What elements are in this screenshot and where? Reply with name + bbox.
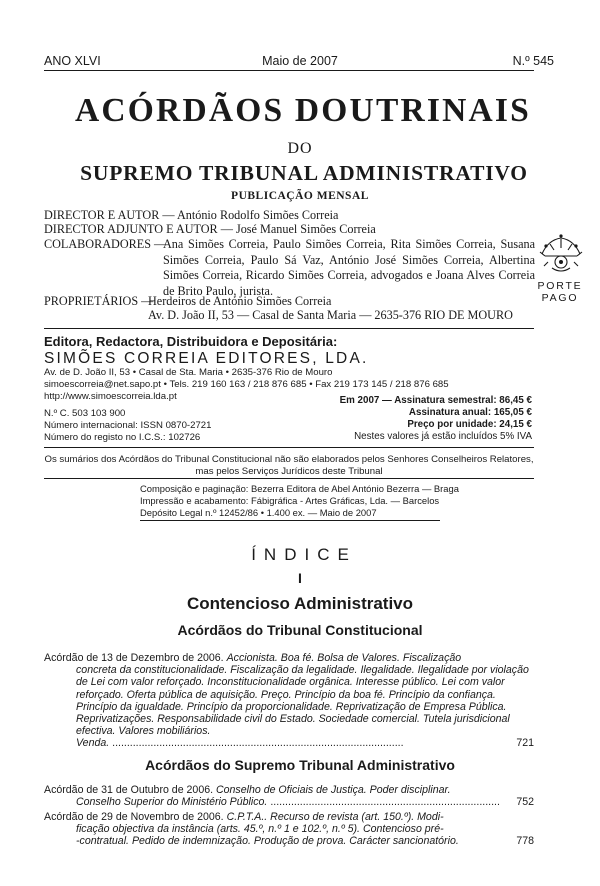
entry-keywords-cont: concreta da constitucionalidade. Fiscalização da legalidade. Ilegalidade. Ilegalidade por violação de Lei com valor reforçado. Inconstitucionalidade orgânica. Interesse público. Lei com valor reforçado. Oferta pública de aquisição. Preço. Princípio da boa fé. Princípio da confiança. Princípio da igualdade. Princípio da proporcionalidade. Reprivatização de Empresa Pública. Reprivatizações. Responsabilidade civil do Estado. Sociedade comercial. Tutela jurisdicional efectiva. Valores mobiliários. [76,664,529,738]
index-entry[interactable] [44,652,534,750]
index-entry[interactable] [44,784,534,808]
vat-note: Nestes valores já estão incluídos 5% IVA [354,431,532,442]
entry-keywords-end: -contratual. Pedido de indemnização. Produção de prova. Carácter sancionatório. [76,835,459,848]
director-line: DIRECTOR E AUTOR — António Rodolfo Simões Correia [44,208,339,222]
section-rule [44,478,534,479]
price-annual: Assinatura anual: 165,05 € [408,407,532,418]
printing-credit: Impressão e acabamento: Fábigráfica - Artes Gráficas, Lda. — Barcelos [140,495,440,506]
production-rule [140,520,440,521]
postage-label-line1: PORTE [537,280,583,292]
issue-date: Maio de 2007 [262,54,338,68]
index-heading: ÍNDICE [251,545,357,564]
entry-keywords: Conselho de Oficiais de Justiça. Poder disciplinar. [216,784,451,796]
publisher-name: SIMÕES CORREIA EDITORES, LDA. [44,350,369,367]
journal-subtitle: SUPREMO TRIBUNAL ADMINISTRATIVO [80,161,528,185]
publisher-contact: simoescorreia@net.sapo.pt • Tels. 219 160 163 / 218 876 685 • Fax 219 173 145 / 218 876 685 [44,379,449,390]
section-title-constitutional: Acórdãos do Tribunal Constitucional [177,622,423,638]
contributors-label: COLABORADORES — [44,237,167,251]
index-part: I [298,570,302,586]
tax-number: N.º C. 503 103 900 [44,408,126,419]
index-entry[interactable] [44,811,534,848]
section-title-administrative: Acórdãos do Supremo Tribunal Administrativo [145,757,455,773]
entry-keywords-end: Venda. [76,737,110,750]
publisher-website[interactable]: http://www.simoescorreia.lda.pt [44,391,177,402]
section-rule [44,328,534,329]
title-connector: DO [287,140,313,157]
section-rule [44,447,534,448]
issn-number: Número internacional: ISSN 0870-2721 [44,420,212,431]
entry-keywords-end: Conselho Superior do Ministério Público. [76,796,268,809]
owners-name: Herdeiros de António Simões Correia [148,294,332,308]
deputy-director-line: DIRECTOR ADJUNTO E AUTOR — José Manuel Simões Correia [44,222,376,236]
owners-address: Av. D. João II, 53 — Casal de Santa Maria — 2635-376 RIO DE MOURO [148,308,513,322]
entry-keywords: Accionista. Boa fé. Bolsa de Valores. Fiscalização [226,652,462,664]
ics-registration: Número do registo no I.C.S.: 102726 [44,432,201,443]
entry-page: 752 [516,796,534,809]
owners-label: PROPRIETÁRIOS — [44,294,154,308]
contributors-list: Ana Simões Correia, Paulo Simões Correia, Rita Simões Correia, Susana Simões Correia, Paulo Sá Vaz, António José Simões Correia, Albertina Simões Correia, Ricardo Simões Correia, advogados e Joana Alves Correia de Brito Paulo, jurista. [163,237,535,298]
journal-title: ACÓRDÃOS DOUTRINAIS [75,92,531,129]
entry-page: 721 [516,737,534,750]
issue-number: N.º 545 [512,54,554,68]
composition-credit: Composição e paginação: Bezerra Editora de Abel António Bezerra — Braga [140,483,459,494]
postage-seal-icon [536,232,586,276]
entry-date: Acórdão de 13 de Dezembro de 2006. [44,652,224,664]
area-title: Contencioso Administrativo [186,594,414,613]
publication-frequency: PUBLICAÇÃO MENSAL [231,190,369,202]
entry-date: Acórdão de 31 de Outubro de 2006. [44,784,214,796]
price-unit: Preço por unidade: 24,15 € [407,419,532,430]
volume-label: ANO XLVI [44,54,101,68]
entry-date: Acórdão de 29 de Novembro de 2006. [44,811,224,823]
entry-keywords-cont: ficação objectiva da instância (arts. 45.º, n.º 1 e 102.º, n.º 5). Contencioso pré- [76,823,444,836]
publisher-address: Av. de D. João II, 53 • Casal de Sta. Maria • 2635-376 Rio de Mouro [44,367,333,378]
legal-deposit: Depósito Legal n.º 12452/86 • 1.400 ex. — Maio de 2007 [140,507,377,518]
postage-label-line2: PAGO [541,292,579,304]
price-semester: Em 2007 — Assinatura semestral: 86,45 € [339,395,532,406]
header-rule [44,70,534,71]
entry-page: 778 [516,835,534,848]
entry-keywords: C.P.T.A.. Recurso de revista (art. 150.º). Modi- [226,811,444,823]
leader-dots: ................................................................................................... [112,737,404,750]
publisher-label: Editora, Redactora, Distribuidora e Depositária: [44,334,338,349]
summary-note: Os sumários dos Acórdãos do Tribunal Constitucional não são elaborados pelos Senhores Conselheiros Relatores, mas pelos Serviços Jurídicos deste Tribunal [44,454,534,478]
leader-dots: .............................................................................. [270,796,500,809]
